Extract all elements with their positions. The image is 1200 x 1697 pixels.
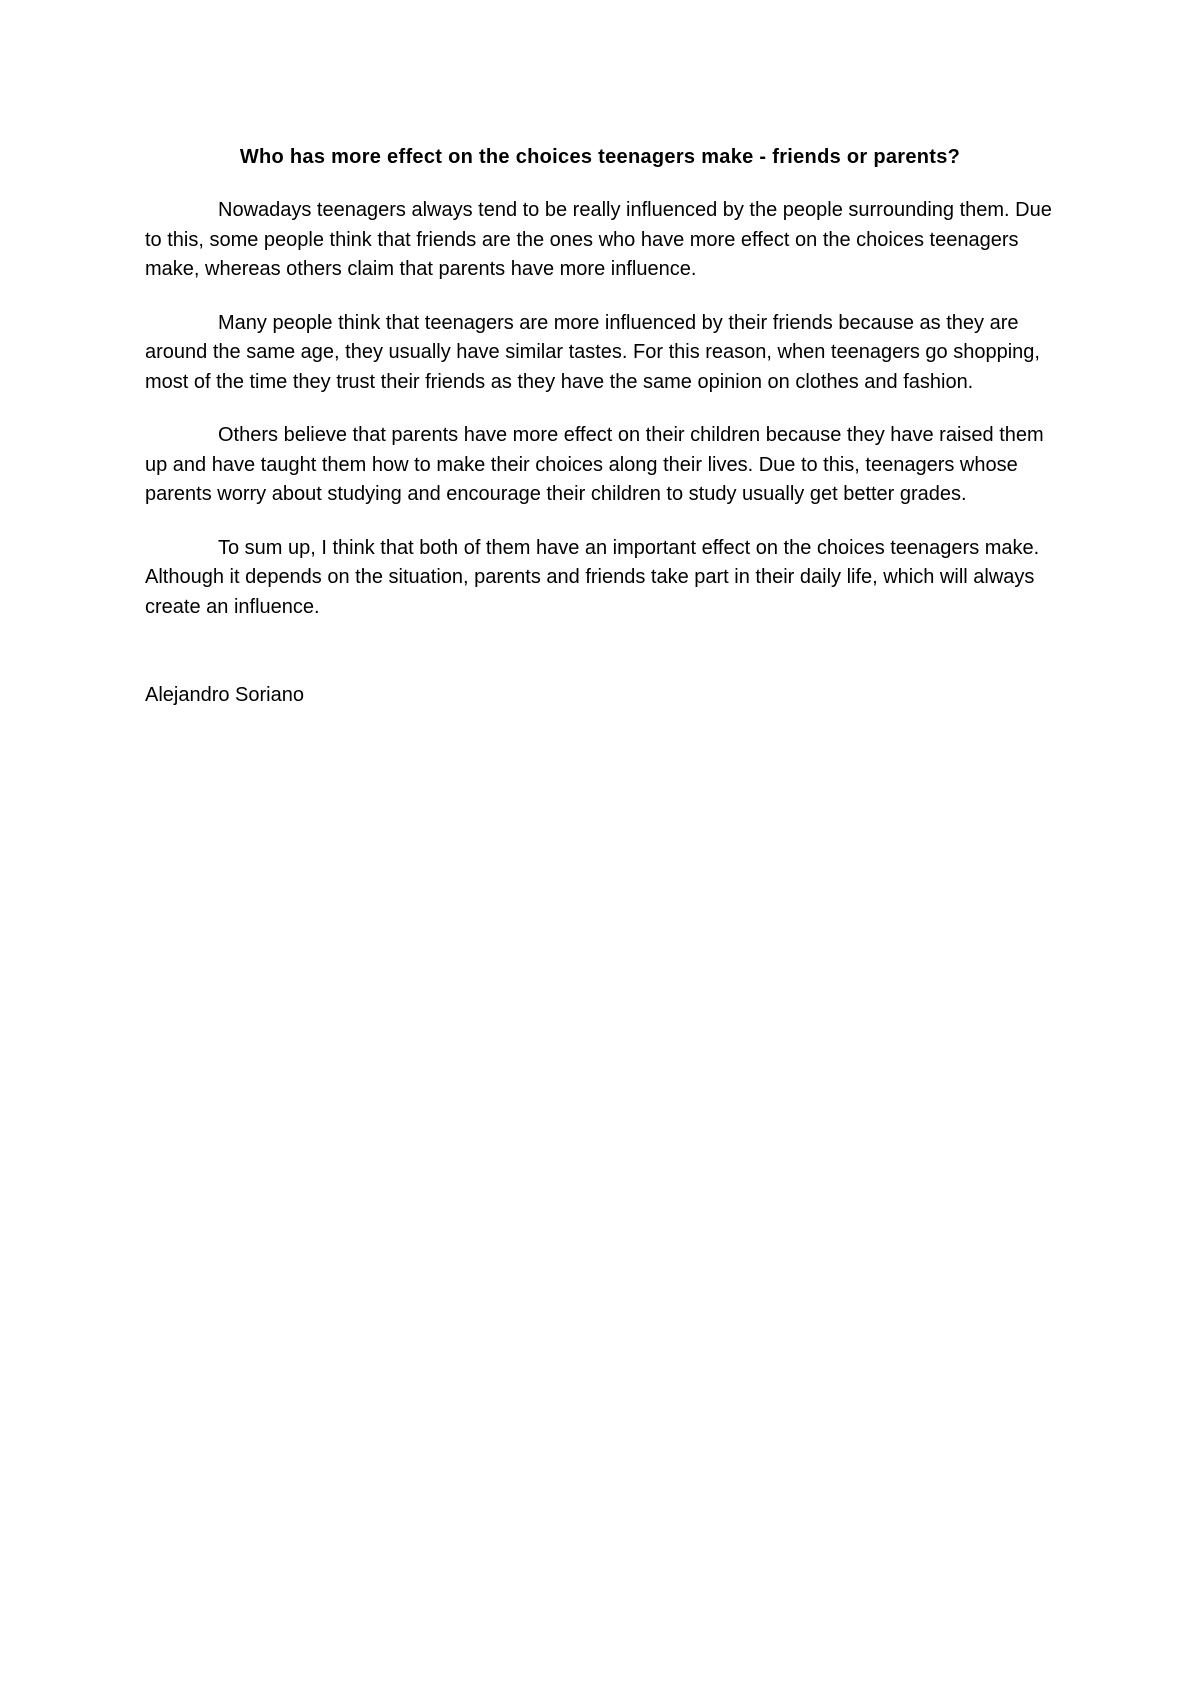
- essay-title: Who has more effect on the choices teenagers make - friends or parents?: [239, 146, 961, 168]
- essay-paragraph-1: Nowadays teenagers always tend to be really influenced by the people surrounding them. Due to this, some people think that friends are the ones who have more effect on the choices teenagers make, whereas others claim that parents have more influence.: [145, 199, 1052, 280]
- document-body: [145, 142, 1055, 710]
- essay-paragraph-4: To sum up, I think that both of them have an important effect on the choices teenagers make. Although it depends on the situation, parents and friends take part in their daily life, which will always create an influence.: [145, 536, 1040, 618]
- essay-paragraph-2: Many people think that teenagers are more influenced by their friends because as they are around the same age, they usually have similar tastes. For this reason, when teenagers go shopping, most of the time they trust their friends as they have the same opinion on clothes and fashion.: [145, 311, 1040, 393]
- author-signature: Alejandro Soriano: [145, 684, 304, 706]
- essay-paragraph-3: Others believe that parents have more effect on their children because they have raised them up and have taught them how to make their choices along their lives. Due to this, teenagers whose parents worry about studying and encourage their children to study usually get better grades.: [145, 424, 1044, 505]
